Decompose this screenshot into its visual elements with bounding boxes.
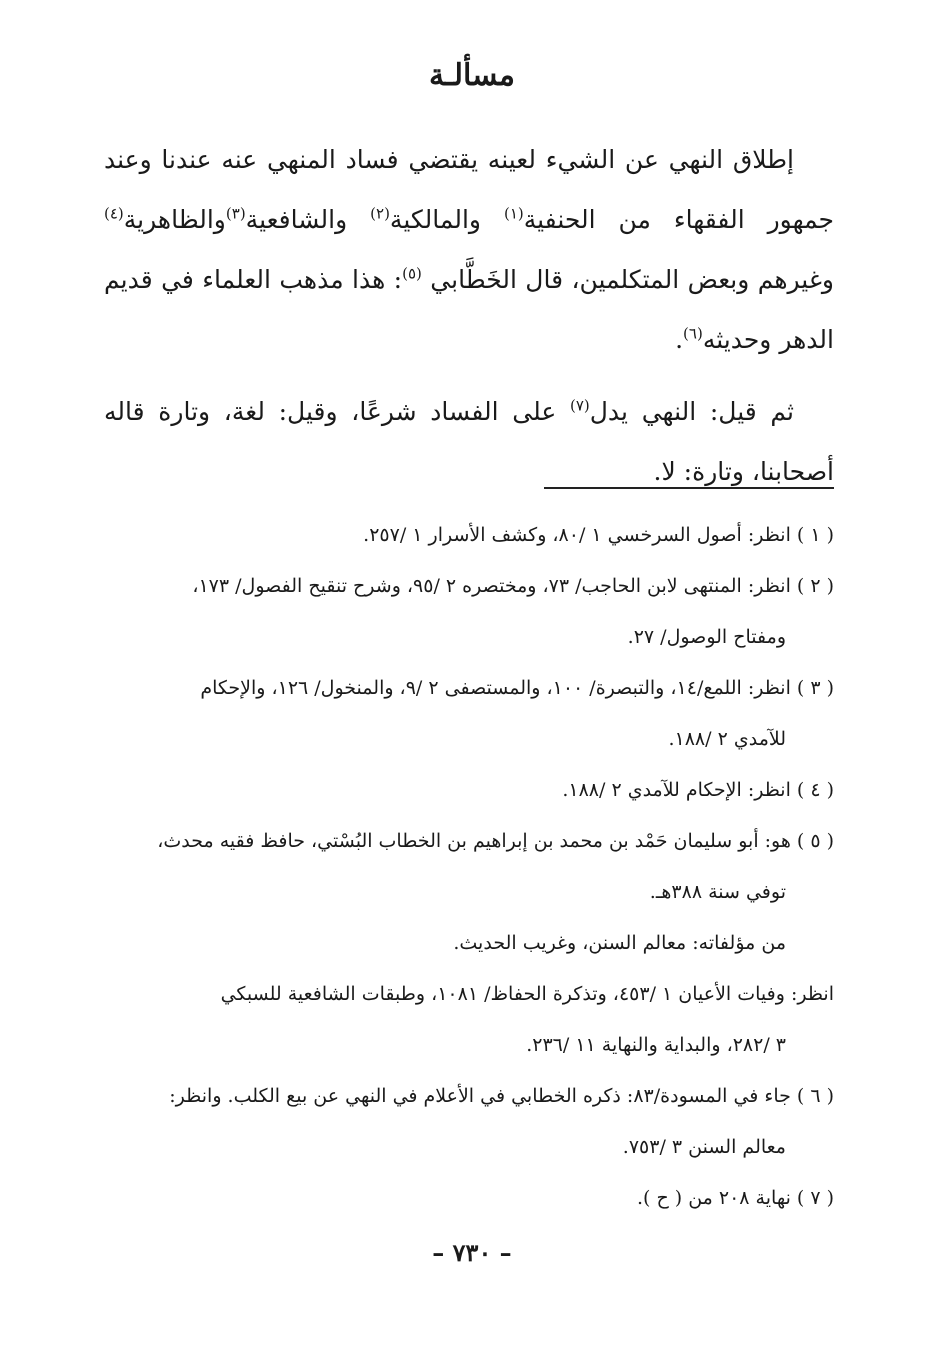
paragraph-1-text-c: والشافعية xyxy=(245,205,371,234)
footnote-6-line-1: جاء في المسودة/٨٣: ذكره الخطابي في الأعلام في النهي عن بيع الكلب. وانظر: xyxy=(169,1085,791,1107)
footnote-3-marker: ( ٣ ) xyxy=(796,677,834,699)
footnote-2-line-2: ومفتاح الوصول/ ٢٧. xyxy=(627,626,786,648)
paragraph-2-text-a: ثم قيل: النهي يدل xyxy=(589,397,795,426)
footnote-5-line-2: توفي سنة ٣٨٨هـ. xyxy=(649,881,786,903)
footnote-ref-2: (٢) xyxy=(370,204,390,223)
footnote-ref-6: (٦) xyxy=(683,324,703,343)
paragraph-1-text-b: والمالكية xyxy=(389,205,504,234)
footnote-5-line-5: ٣ /٢٨٢، والبداية والنهاية ١١ /٢٣٦. xyxy=(526,1034,786,1056)
page-title: مسألـة xyxy=(429,58,515,93)
footnote-4 xyxy=(104,765,834,816)
footnote-3 xyxy=(104,663,834,765)
footnote-6-line-2: معالم السنن ٣ /٧٥٣. xyxy=(622,1136,786,1158)
footnote-1-line-1: انظر: أصول السرخسي ١ /٨٠، وكشف الأسرار ١ /٢٥٧. xyxy=(363,524,791,546)
footnote-5-marker: ( ٥ ) xyxy=(796,830,834,852)
footnote-2-marker: ( ٢ ) xyxy=(796,575,834,597)
footnote-ref-3: (٣) xyxy=(225,204,246,223)
footnote-5-line-1: هو: أبو سليمان حَمْد بن محمد بن إبراهيم بن الخطاب البُسْتي، حافظ فقيه محدث، xyxy=(157,830,791,852)
footnote-5-line-4: انظر: وفيات الأعيان ١ /٤٥٣، وتذكرة الحفاظ/ ١٠٨١، وطبقات الشافعية للسبكي xyxy=(220,983,834,1005)
paragraph-1-text-a: إطلاق النهي عن الشيء لعينه يقتضي فساد المنهي عنه عندنا وعند جمهور الفقهاء من الحنفية xyxy=(104,145,834,234)
footnote-6-marker: ( ٦ ) xyxy=(796,1085,834,1107)
footnote-7-line-1: نهاية ٢٠٨ من ( ح ). xyxy=(636,1187,791,1209)
footnote-3-line-1: انظر: اللمع/١٤، والتبصرة/ ١٠٠، والمستصفى ٢ /٩، والمنخول/ ١٢٦، والإحكام xyxy=(200,677,791,699)
footnote-7 xyxy=(104,1173,834,1224)
paragraph-1-text-f: : هذا مذهب العلماء في قديم الدهر وحديثه xyxy=(104,265,834,354)
footnote-ref-5: (٥) xyxy=(402,264,422,283)
main-text xyxy=(104,130,834,502)
paragraph-1-text-d: والظاهرية xyxy=(123,205,226,234)
paragraph-1 xyxy=(104,130,834,370)
footnote-1-marker: ( ١ ) xyxy=(796,524,834,546)
footnote-6 xyxy=(104,1071,834,1173)
footnote-3-line-2: للآمدي ٢ /١٨٨. xyxy=(668,728,786,750)
footnote-5-line-3: من مؤلفاته: معالم السنن، وغريب الحديث. xyxy=(453,932,786,954)
footnote-4-marker: ( ٤ ) xyxy=(796,779,834,801)
footnote-7-marker: ( ٧ ) xyxy=(796,1187,834,1209)
footnote-divider xyxy=(544,487,834,489)
page-number: – ٧٣٠ – xyxy=(432,1238,512,1267)
footnote-1 xyxy=(104,510,834,561)
footnote-5 xyxy=(104,816,834,1071)
footnote-4-line-1: انظر: الإحكام للآمدي ٢ /١٨٨. xyxy=(562,779,791,801)
footnote-ref-7: (٧) xyxy=(569,396,590,415)
footnotes xyxy=(104,510,834,1224)
paragraph-2-text-b: على الفساد شرعًا، وقيل: لغة، وتارة قاله أصحابنا، وتارة: لا. xyxy=(104,397,834,486)
footnote-2-line-1: انظر: المنتهى لابن الحاجب/ ٧٣، ومختصره ٢ /٩٥، وشرح تنقيح الفصول/ ١٧٣، xyxy=(192,575,791,597)
paragraph-2 xyxy=(104,382,834,502)
paragraph-1-text-e: وغيرهم وبعض المتكلمين، قال الخَطَّابي xyxy=(421,265,834,294)
footnote-ref-1: (١) xyxy=(503,204,524,223)
footnote-2 xyxy=(104,561,834,663)
paragraph-1-text-g: . xyxy=(675,325,684,354)
footnote-ref-4: (٤) xyxy=(104,204,124,223)
